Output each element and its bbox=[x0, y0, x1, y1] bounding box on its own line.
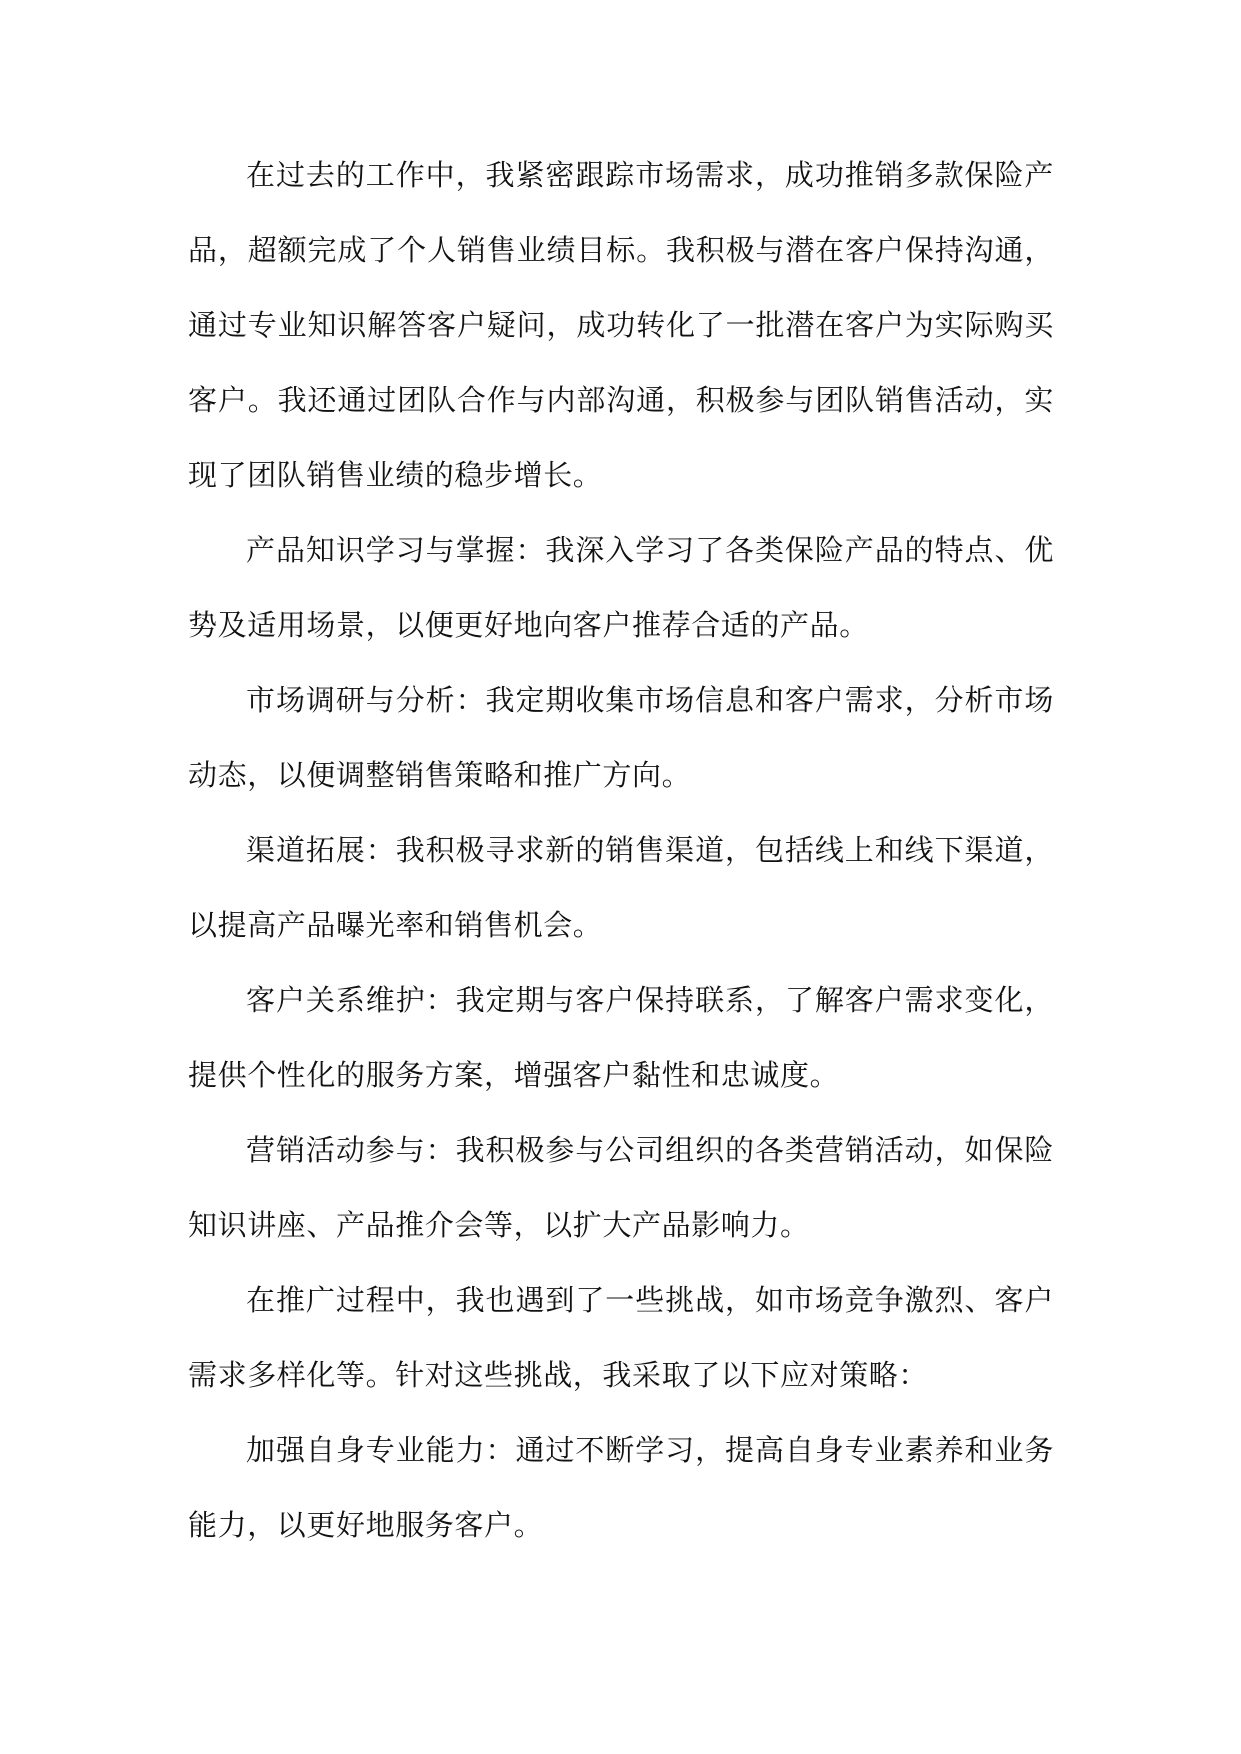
paragraph-work-summary: 在过去的工作中，我紧密跟踪市场需求，成功推销多款保险产品，超额完成了个人销售业绩目标。我积极与潜在客户保持沟通，通过专业知识解答客户疑问，成功转化了一批潜在客户为实际购买客户。我还通过团队合作与内部沟通，积极参与团队销售活动，实现了团队销售业绩的稳步增长。 bbox=[188, 158, 1054, 492]
document-body bbox=[188, 138, 1054, 1563]
paragraph-market-research: 市场调研与分析：我定期收集市场信息和客户需求，分析市场动态，以便调整销售策略和推广方向。 bbox=[188, 683, 1054, 792]
paragraph-challenges: 在推广过程中，我也遇到了一些挑战，如市场竞争激烈、客户需求多样化等。针对这些挑战，我采取了以下应对策略： bbox=[188, 1283, 1054, 1392]
paragraph-professional-ability: 加强自身专业能力：通过不断学习，提高自身专业素养和业务能力，以更好地服务客户。 bbox=[188, 1433, 1054, 1542]
paragraph-product-knowledge: 产品知识学习与掌握：我深入学习了各类保险产品的特点、优势及适用场景，以便更好地向客户推荐合适的产品。 bbox=[188, 533, 1054, 642]
paragraph-marketing-activities: 营销活动参与：我积极参与公司组织的各类营销活动，如保险知识讲座、产品推介会等，以扩大产品影响力。 bbox=[188, 1133, 1054, 1242]
paragraph-channel-expansion: 渠道拓展：我积极寻求新的销售渠道，包括线上和线下渠道，以提高产品曝光率和销售机会。 bbox=[188, 833, 1054, 942]
paragraph-customer-relations: 客户关系维护：我定期与客户保持联系，了解客户需求变化，提供个性化的服务方案，增强客户黏性和忠诚度。 bbox=[188, 983, 1054, 1092]
